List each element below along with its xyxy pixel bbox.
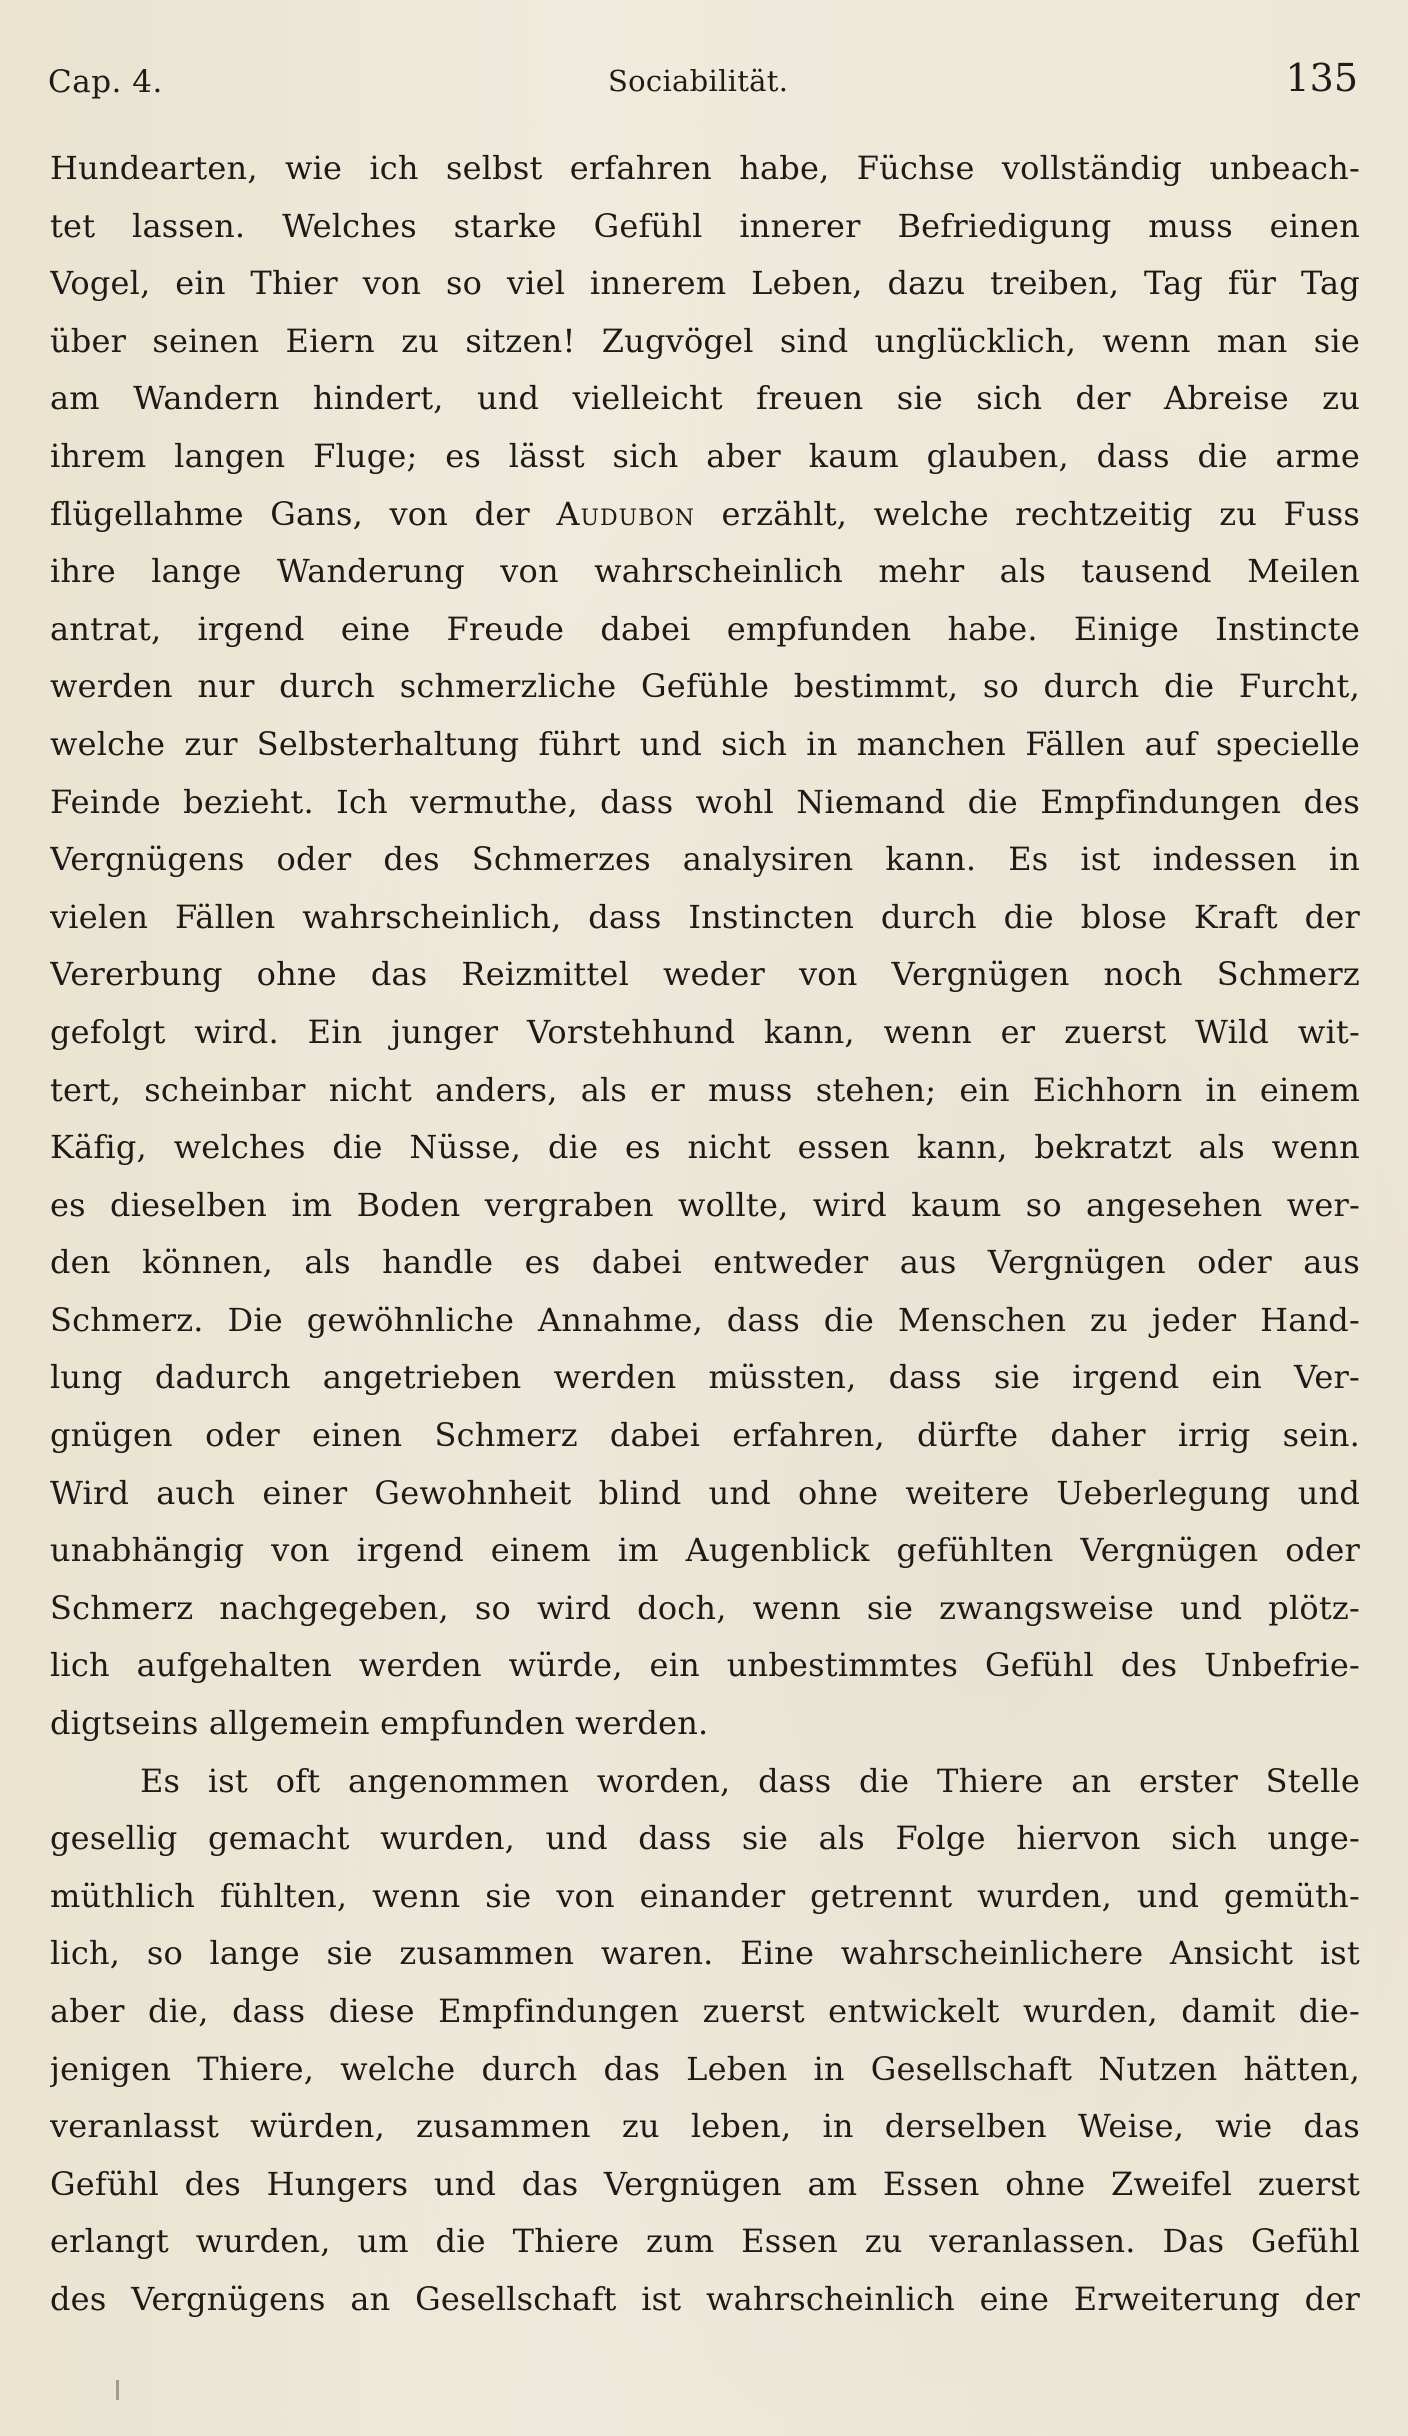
text-line: Gefühl des Hungers und das Vergnügen am Essen ohne Zweifel zuerst bbox=[50, 2164, 1360, 2203]
text-line: Vogel, ein Thier von so viel innerem Leben, dazu treiben, Tag für Tag bbox=[50, 264, 1360, 303]
text-line: Hundearten, wie ich selbst erfahren habe, Füchse vollständig unbeach- bbox=[50, 149, 1360, 187]
text-line: Schmerz. Die gewöhnliche Annahme, dass die Menschen zu jeder Hand- bbox=[50, 1300, 1360, 1339]
text-line: es dieselben im Boden vergraben wollte, wird kaum so angesehen wer- bbox=[50, 1185, 1360, 1224]
running-head bbox=[48, 56, 1358, 108]
author-name: Audubon bbox=[556, 494, 696, 533]
text-line: Vergnügens oder des Schmerzes analysiren kann. Es ist indessen in bbox=[50, 840, 1360, 879]
text-line: des Vergnügens an Gesellschaft ist wahrscheinlich eine Erweiterung der bbox=[50, 2279, 1360, 2318]
text-line: ihre lange Wanderung von wahrscheinlich mehr als tausend Meilen bbox=[50, 552, 1360, 591]
text-line: veranlasst würden, zusammen zu leben, in derselben Weise, wie das bbox=[50, 2107, 1360, 2146]
text-line: lich aufgehalten werden würde, ein unbestimmtes Gefühl des Unbefrie- bbox=[50, 1646, 1360, 1685]
text-line: gnügen oder einen Schmerz dabei erfahren, dürfte daher irrig sein. bbox=[50, 1416, 1360, 1455]
text-line: gesellig gemacht wurden, und dass sie als Folge hiervon sich unge- bbox=[50, 1819, 1360, 1858]
text-line: tet lassen. Welches starke Gefühl innerer Befriedigung muss einen bbox=[50, 206, 1360, 245]
text-line: aber die, dass diese Empfindungen zuerst entwickelt wurden, damit die- bbox=[50, 1992, 1360, 2030]
paper-speck bbox=[116, 2380, 119, 2400]
text-line: ihrem langen Fluge; es lässt sich aber kaum glauben, dass die arme bbox=[50, 436, 1360, 475]
chapter-label: Cap. 4. bbox=[48, 64, 163, 100]
section-title: Sociabilität. bbox=[608, 64, 789, 98]
text-line: Schmerz nachgegeben, so wird doch, wenn sie zwangsweise und plötz- bbox=[50, 1588, 1360, 1627]
text-line: tert, scheinbar nicht anders, als er muss stehen; ein Eichhorn in einem bbox=[50, 1070, 1360, 1109]
text-line: über seinen Eiern zu sitzen! Zugvögel sind unglücklich, wenn man sie bbox=[50, 321, 1360, 360]
text-line: Vererbung ohne das Reizmittel weder von Vergnügen noch Schmerz bbox=[50, 955, 1360, 994]
text-line: unabhängig von irgend einem im Augenblick gefühlten Vergnügen oder bbox=[50, 1531, 1360, 1570]
text-line: Wird auch einer Gewohnheit blind und ohne weitere Ueberlegung und bbox=[50, 1473, 1360, 1512]
paragraph-start-line: Es ist oft angenommen worden, dass die Thiere an erster Stelle bbox=[140, 1761, 1360, 1800]
text-line: müthlich fühlten, wenn sie von einander getrennt wurden, und gemüth- bbox=[50, 1876, 1360, 1915]
text-line: jenigen Thiere, welche durch das Leben in Gesellschaft Nutzen hätten, bbox=[50, 2049, 1360, 2088]
text-line: flügellahme Gans, von der Audubon erzählt, welche rechtzeitig zu Fuss bbox=[50, 494, 1360, 533]
text-line: werden nur durch schmerzliche Gefühle bestimmt, so durch die Furcht, bbox=[50, 667, 1360, 706]
text-line: welche zur Selbsterhaltung führt und sich in manchen Fällen auf specielle bbox=[50, 724, 1360, 763]
text-line: am Wandern hindert, und vielleicht freuen sie sich der Abreise zu bbox=[50, 379, 1360, 418]
text-line: den können, als handle es dabei entweder aus Vergnügen oder aus bbox=[50, 1243, 1360, 1282]
text-line: Feinde bezieht. Ich vermuthe, dass wohl Niemand die Empfindungen des bbox=[50, 782, 1360, 821]
text-line: Käfig, welches die Nüsse, die es nicht essen kann, bekratzt als wenn bbox=[50, 1128, 1360, 1167]
text-line: erlangt wurden, um die Thiere zum Essen zu veranlassen. Das Gefühl bbox=[50, 2222, 1360, 2261]
page-number: 135 bbox=[1285, 56, 1358, 100]
text-line: gefolgt wird. Ein junger Vorstehhund kann, wenn er zuerst Wild wit- bbox=[50, 1012, 1360, 1051]
body-text bbox=[50, 140, 1360, 2329]
paragraph-end-line: digtseins allgemein empfunden werden. bbox=[50, 1704, 709, 1743]
text-line: vielen Fällen wahrscheinlich, dass Instincten durch die blose Kraft der bbox=[50, 897, 1360, 936]
text-line: antrat, irgend eine Freude dabei empfunden habe. Einige Instincte bbox=[50, 609, 1360, 648]
text-line: lich, so lange sie zusammen waren. Eine wahrscheinlichere Ansicht ist bbox=[50, 1934, 1360, 1973]
text-line: lung dadurch angetrieben werden müssten, dass sie irgend ein Ver- bbox=[50, 1358, 1360, 1397]
